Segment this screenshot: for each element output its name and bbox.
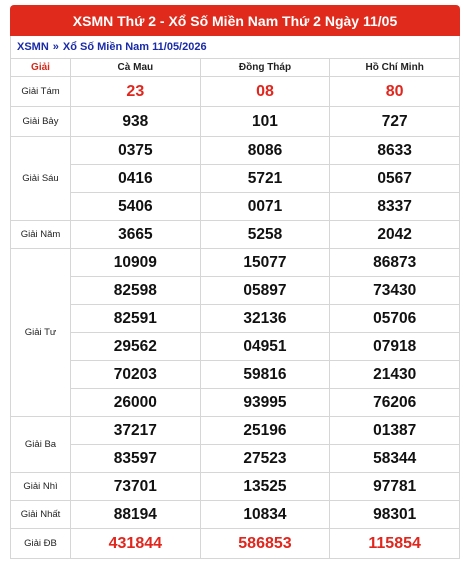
prize-number: 04951	[200, 333, 330, 361]
prize-label: Giải Nhì	[11, 473, 71, 501]
prize-number: 01387	[330, 417, 460, 445]
breadcrumb	[10, 36, 460, 58]
prize-row-g6-3	[11, 193, 460, 221]
prize-row-g3-2	[11, 445, 460, 473]
prize-number: 10909	[71, 249, 201, 277]
results-table	[10, 58, 460, 559]
prize-number: 07918	[330, 333, 460, 361]
prize-label: Giải Ba	[11, 417, 71, 473]
prize-number: 70203	[71, 361, 201, 389]
prize-number: 0567	[330, 165, 460, 193]
prize-number: 76206	[330, 389, 460, 417]
results-panel	[10, 5, 460, 559]
prize-number: 88194	[71, 501, 201, 529]
prize-number: 73701	[71, 473, 201, 501]
prize-number: 05897	[200, 277, 330, 305]
prize-row-g4-3	[11, 305, 460, 333]
prize-number: 10834	[200, 501, 330, 529]
prize-number: 29562	[71, 333, 201, 361]
page-title: XSMN Thứ 2 - Xổ Số Miền Nam Thứ 2 Ngày 11/05	[10, 5, 460, 36]
prize-number: 25196	[200, 417, 330, 445]
prize-number: 5258	[200, 221, 330, 249]
prize-label: Giải Tư	[11, 249, 71, 417]
prize-row-g7	[11, 107, 460, 137]
prize-number: 97781	[330, 473, 460, 501]
prize-number: 59816	[200, 361, 330, 389]
prize-label: Giải Nhất	[11, 501, 71, 529]
prize-number: 98301	[330, 501, 460, 529]
prize-row-g5	[11, 221, 460, 249]
prize-row-g4-6	[11, 389, 460, 417]
prize-number: 8337	[330, 193, 460, 221]
prize-number: 727	[330, 107, 460, 137]
prize-row-g8	[11, 77, 460, 107]
prize-number: 73430	[330, 277, 460, 305]
prize-number: 15077	[200, 249, 330, 277]
prize-number: 26000	[71, 389, 201, 417]
prize-number: 2042	[330, 221, 460, 249]
breadcrumb-separator: »	[52, 41, 59, 53]
column-header-dong-thap[interactable]: Đồng Tháp	[200, 59, 330, 77]
prize-label: Giải Tám	[11, 77, 71, 107]
prize-row-g4-5	[11, 361, 460, 389]
prize-row-g2	[11, 473, 460, 501]
column-header-prize: Giải	[11, 59, 71, 77]
prize-number: 32136	[200, 305, 330, 333]
prize-number: 13525	[200, 473, 330, 501]
column-header-ho-chi-minh[interactable]: Hồ Chí Minh	[330, 59, 460, 77]
prize-number: 21430	[330, 361, 460, 389]
prize-number: 86873	[330, 249, 460, 277]
prize-row-special	[11, 529, 460, 559]
prize-label: Giải Sáu	[11, 137, 71, 221]
prize-number: 82591	[71, 305, 201, 333]
prize-number: 05706	[330, 305, 460, 333]
prize-number: 0071	[200, 193, 330, 221]
prize-number: 08	[200, 77, 330, 107]
breadcrumb-home-link[interactable]: XSMN	[17, 41, 49, 53]
prize-number: 27523	[200, 445, 330, 473]
prize-label: Giải Năm	[11, 221, 71, 249]
prize-number: 8086	[200, 137, 330, 165]
prize-row-g1	[11, 501, 460, 529]
prize-row-g4-1	[11, 249, 460, 277]
special-prize-number: 431844	[71, 529, 201, 559]
column-header-ca-mau[interactable]: Cà Mau	[71, 59, 201, 77]
prize-row-g4-4	[11, 333, 460, 361]
prize-number: 5406	[71, 193, 201, 221]
prize-row-g6-1	[11, 137, 460, 165]
special-prize-number: 586853	[200, 529, 330, 559]
prize-label: Giải Bảy	[11, 107, 71, 137]
prize-row-g3-1	[11, 417, 460, 445]
prize-row-g6-2	[11, 165, 460, 193]
prize-number: 8633	[330, 137, 460, 165]
prize-number: 93995	[200, 389, 330, 417]
prize-number: 0375	[71, 137, 201, 165]
prize-number: 101	[200, 107, 330, 137]
prize-number: 58344	[330, 445, 460, 473]
prize-number: 938	[71, 107, 201, 137]
prize-number: 37217	[71, 417, 201, 445]
prize-number: 5721	[200, 165, 330, 193]
prize-row-g4-2	[11, 277, 460, 305]
table-header-row	[11, 59, 460, 77]
prize-number: 3665	[71, 221, 201, 249]
prize-number: 23	[71, 77, 201, 107]
prize-number: 83597	[71, 445, 201, 473]
prize-number: 80	[330, 77, 460, 107]
special-prize-number: 115854	[330, 529, 460, 559]
prize-label: Giải ĐB	[11, 529, 71, 559]
breadcrumb-current-link[interactable]: Xổ Số Miền Nam 11/05/2026	[62, 41, 207, 53]
prize-number: 0416	[71, 165, 201, 193]
prize-number: 82598	[71, 277, 201, 305]
